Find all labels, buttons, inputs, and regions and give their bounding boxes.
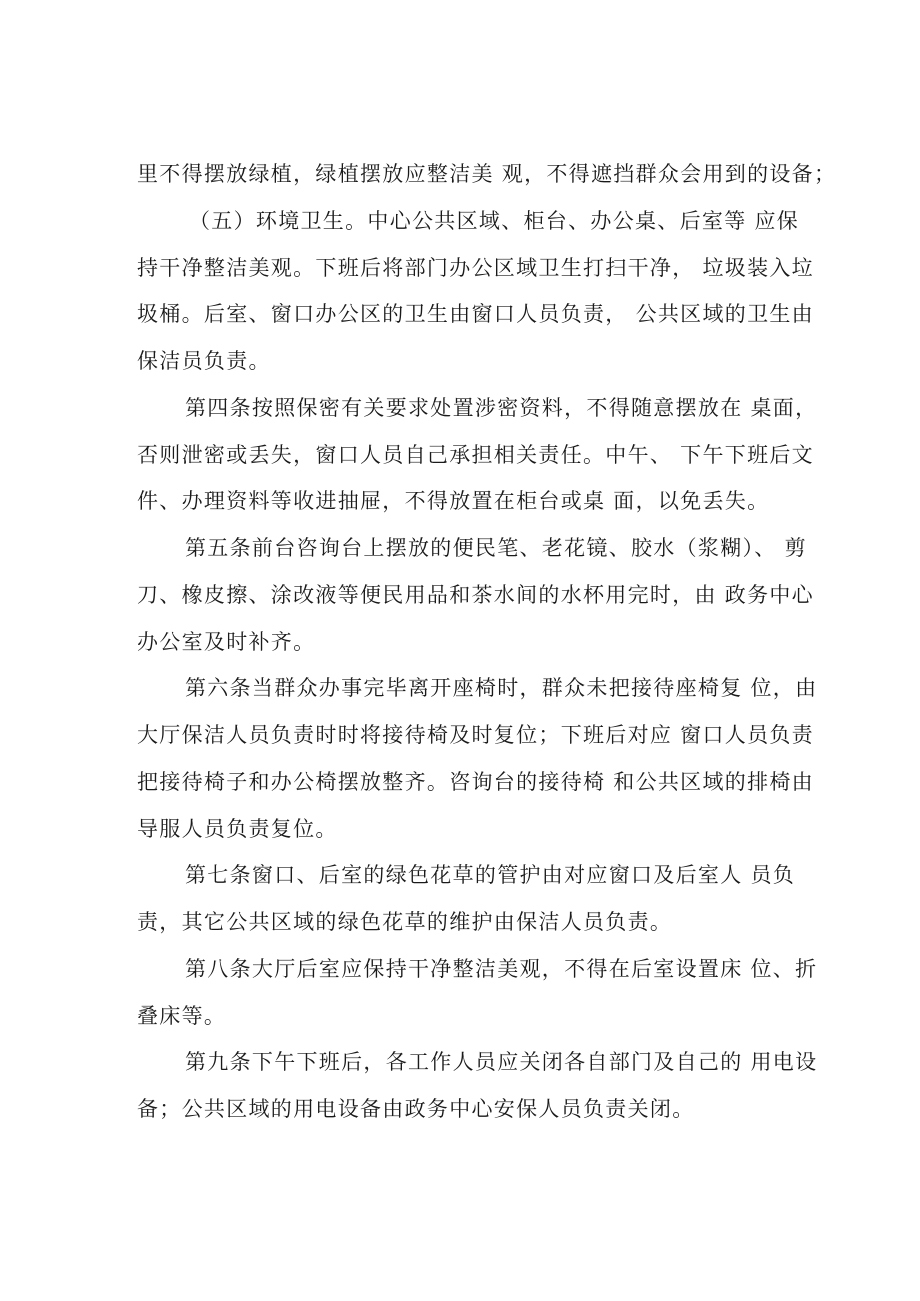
text-line: 第九条下午下班后，各工作人员应关闭各自部门及自己的 用电设	[185, 1050, 818, 1074]
text-line: 第六条当群众办事完毕离开座椅时，群众未把接待座椅复 位，由	[185, 676, 818, 700]
text-line: 件、办理资料等收进抽屉，不得放置在柜台或桌 面，以免丢失。	[137, 489, 770, 513]
text-line: （五）环境卫生。中心公共区域、柜台、办公桌、后室等 应保	[189, 209, 800, 233]
text-line: 第四条按照保密有关要求处置涉密资料，不得随意摆放在 桌面，	[185, 396, 818, 420]
text-line: 第八条大厅后室应保持干净整洁美观，不得在后室设置床 位、折	[185, 957, 818, 981]
text-line: 第五条前台咨询台上摆放的便民笔、老花镜、胶水（浆糊）、 剪	[185, 536, 807, 560]
text-line: 保洁员负责。	[137, 349, 271, 373]
text-line: 圾桶。后室、窗口办公区的卫生由窗口人员负责， 公共区域的卫生由	[137, 302, 814, 326]
text-line: 刀、橡皮擦、涂改液等便民用品和茶水间的水杯用完时，由 政务中心	[137, 583, 814, 607]
text-line: 里不得摆放绿植，绿植摆放应整洁美 观，不得遮挡群众会用到的设备；	[137, 162, 837, 186]
text-line: 把接待椅子和办公椅摆放整齐。咨询台的接待椅 和公共区域的排椅由	[137, 770, 814, 794]
text-line: 大厅保洁人员负责时时将接待椅及时复位；下班后对应 窗口人员负责	[137, 723, 814, 747]
text-line: 办公室及时补齐。	[137, 630, 316, 654]
text-line: 责，其它公共区域的绿色花草的维护由保洁人员负责。	[137, 910, 673, 934]
text-line: 备；公共区域的用电设备由政务中心安保人员负责关闭。	[137, 1097, 695, 1121]
text-line: 持干净整洁美观。下班后将部门办公区域卫生打扫干净， 垃圾装入垃	[137, 256, 814, 280]
text-line: 第七条窗口、后室的绿色花草的管护由对应窗口及后室人 员负	[185, 863, 796, 887]
text-line: 导服人员负责复位。	[137, 817, 338, 841]
text-line: 否则泄密或丢失，窗口人员自己承担相关责任。中午、 下午下班后文	[137, 443, 814, 467]
text-line: 叠床等。	[137, 1004, 227, 1028]
